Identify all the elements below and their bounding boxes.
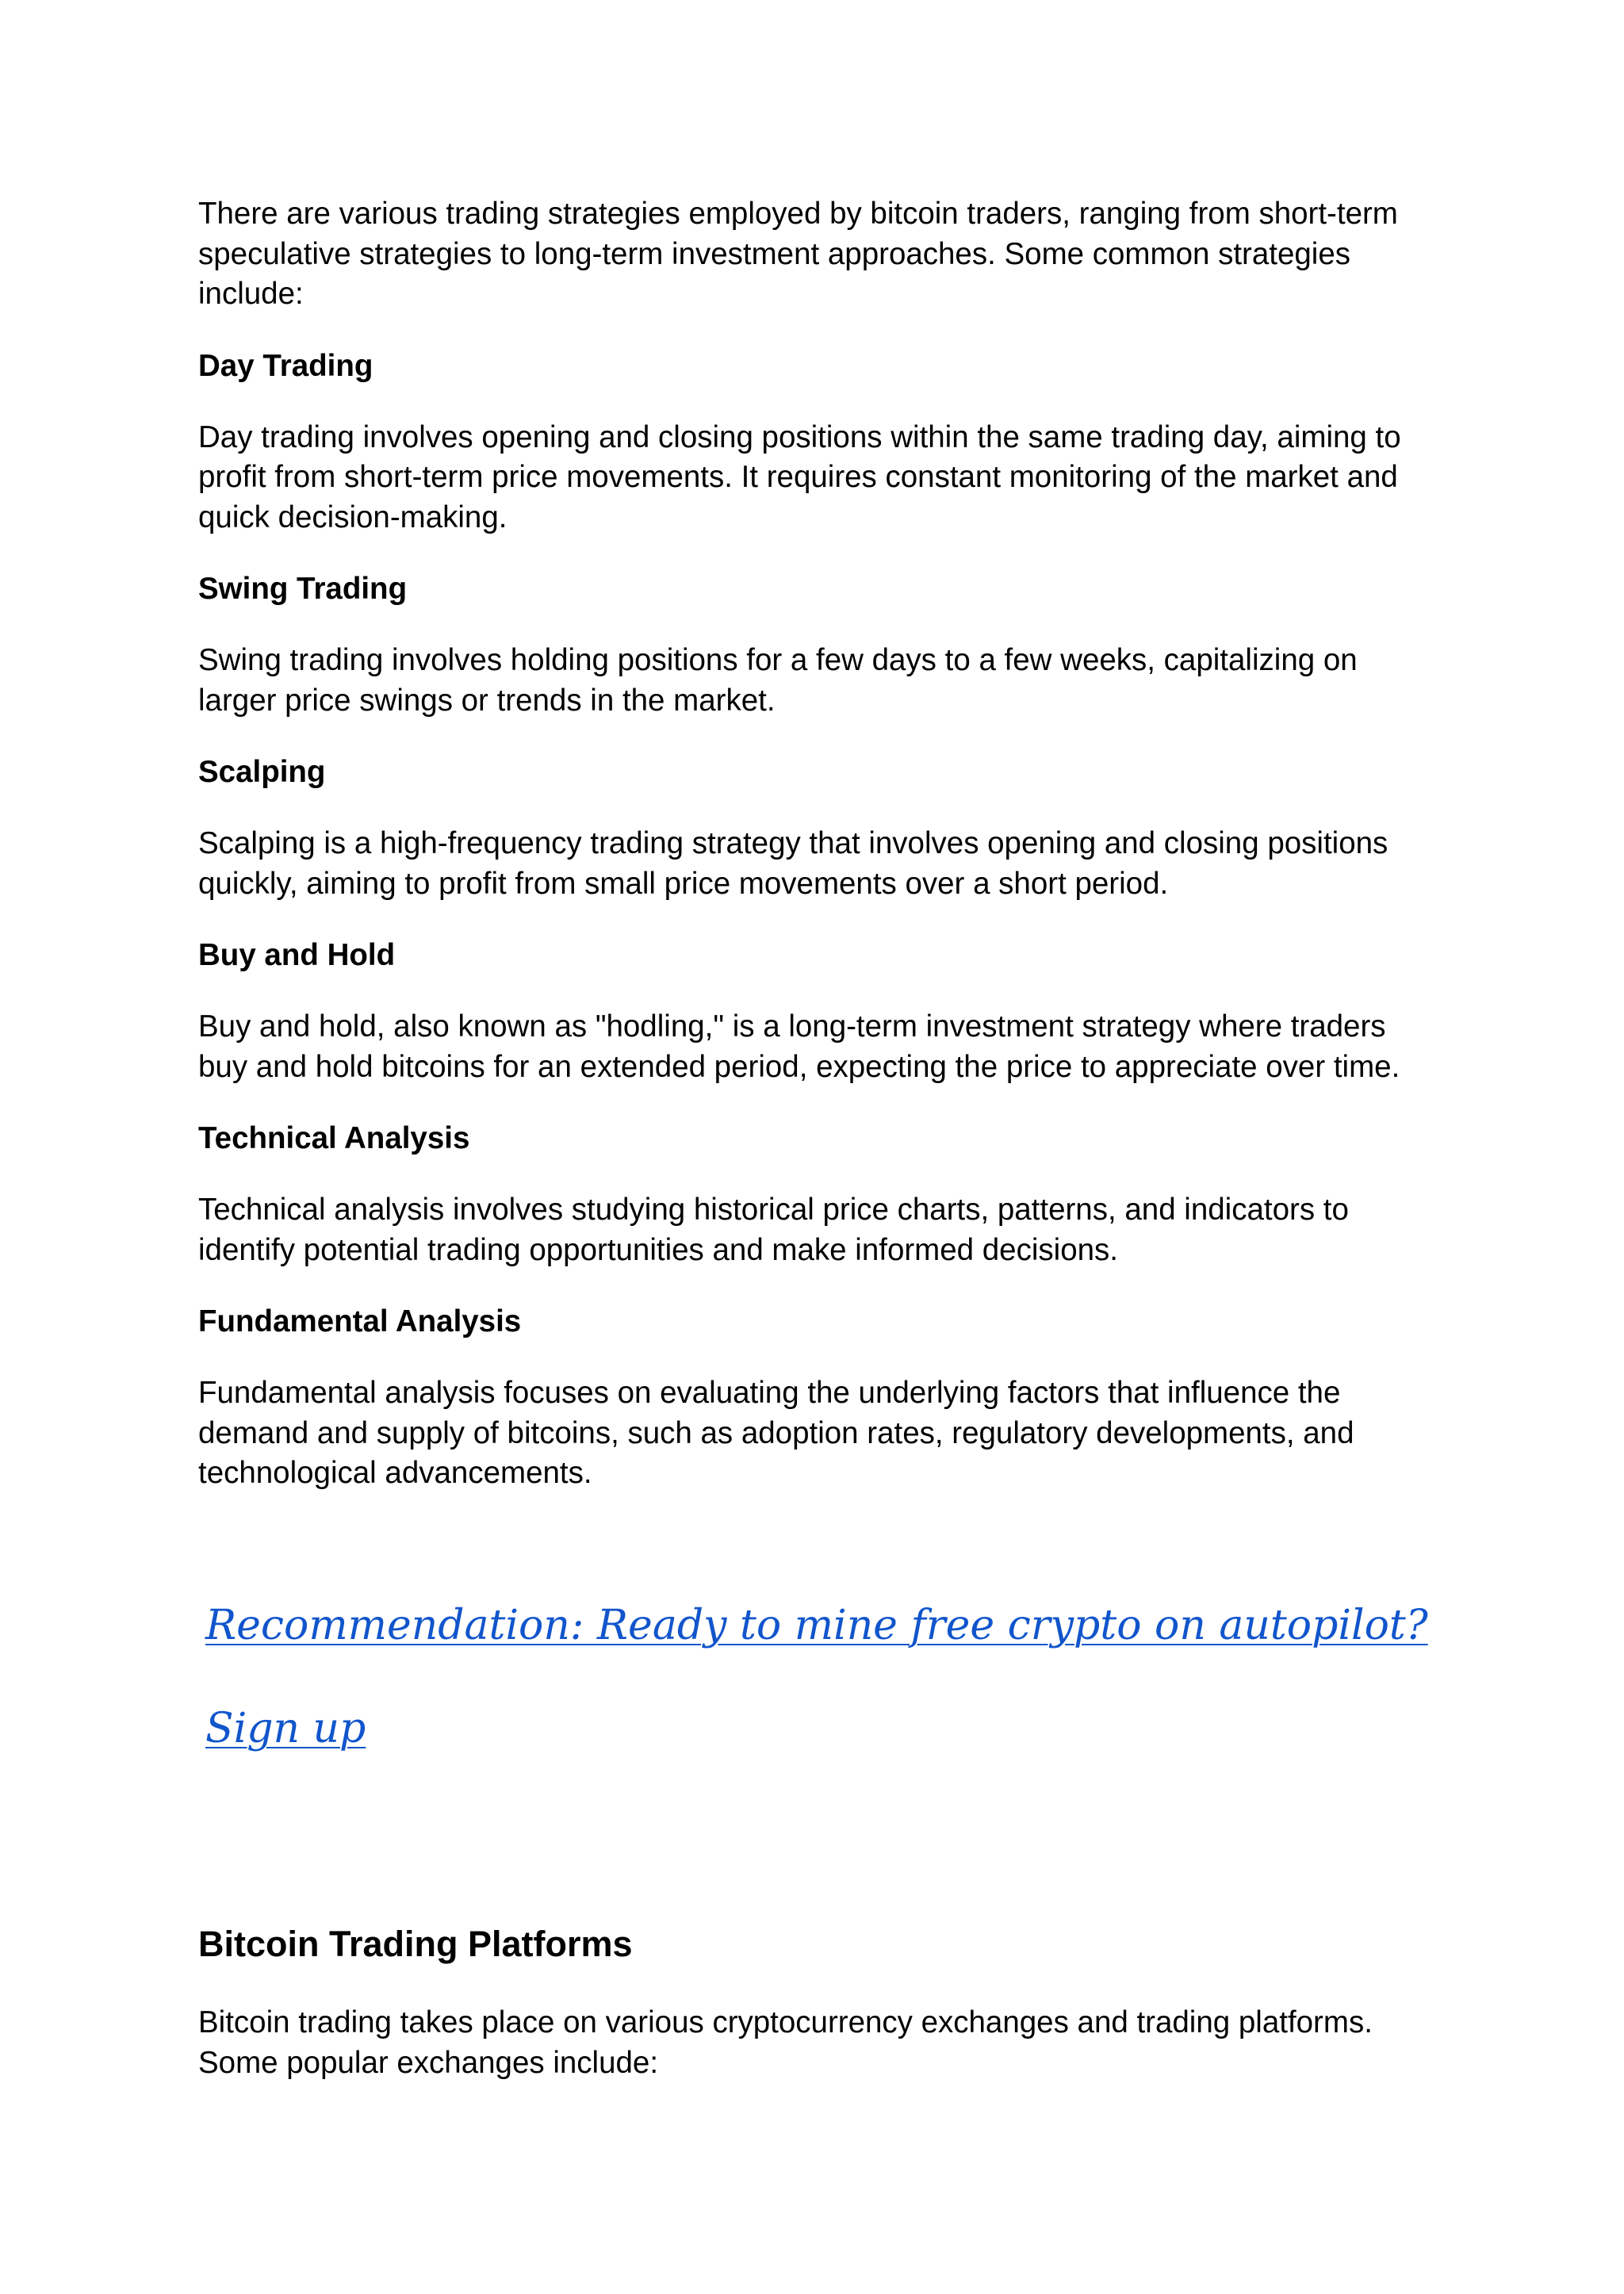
recommendation-link[interactable]: Recommendation: Ready to mine free crypto on autopilot? Sign up <box>205 1602 1428 1752</box>
platforms-heading: Bitcoin Trading Platforms <box>198 1924 633 1964</box>
strategy-text-fundamental-analysis: Fundamental analysis focuses on evaluating the underlying factors that influence the demand and supply of bitcoins, such as adoption rates, regulatory developments, and technological advancements. <box>198 1376 1354 1490</box>
strategies-section <box>198 194 1443 1494</box>
strategy-text-swing-trading: Swing trading involves holding positions for a few days to a few weeks, capitalizing on larger price swings or trends in the market. <box>198 643 1358 718</box>
strategy-text-day-trading: Day trading involves opening and closing positions within the same trading day, aiming to profit from short-term price movements. It requires constant monitoring of the market and quick decision-making. <box>198 419 1401 534</box>
strategy-heading-swing-trading: Swing Trading <box>198 572 408 606</box>
intro-paragraph: There are various trading strategies employed by bitcoin traders, ranging from short-term speculative strategies to long-term investment approaches. Some common strategies include: <box>198 197 1398 311</box>
strategy-text-scalping: Scalping is a high-frequency trading strategy that involves opening and closing positions quickly, aiming to profit from small price movements over a short period. <box>198 826 1388 901</box>
strategy-heading-day-trading: Day Trading <box>198 348 373 383</box>
strategy-heading-fundamental-analysis: Fundamental Analysis <box>198 1304 522 1338</box>
strategy-text-buy-and-hold: Buy and hold, also known as "hodling," is a long-term investment strategy where traders buy and hold bitcoins for an extended period, expecting the price to appreciate over time. <box>198 1009 1400 1084</box>
strategy-text-technical-analysis: Technical analysis involves studying historical price charts, patterns, and indicators to identify potential trading opportunities and make informed decisions. <box>198 1193 1349 1267</box>
platforms-paragraph: Bitcoin trading takes place on various cryptocurrency exchanges and trading platforms. Some popular exchanges include: <box>198 2005 1373 2080</box>
strategy-heading-scalping: Scalping <box>198 755 326 789</box>
strategy-heading-technical-analysis: Technical Analysis <box>198 1121 470 1155</box>
strategy-heading-buy-and-hold: Buy and Hold <box>198 938 396 972</box>
